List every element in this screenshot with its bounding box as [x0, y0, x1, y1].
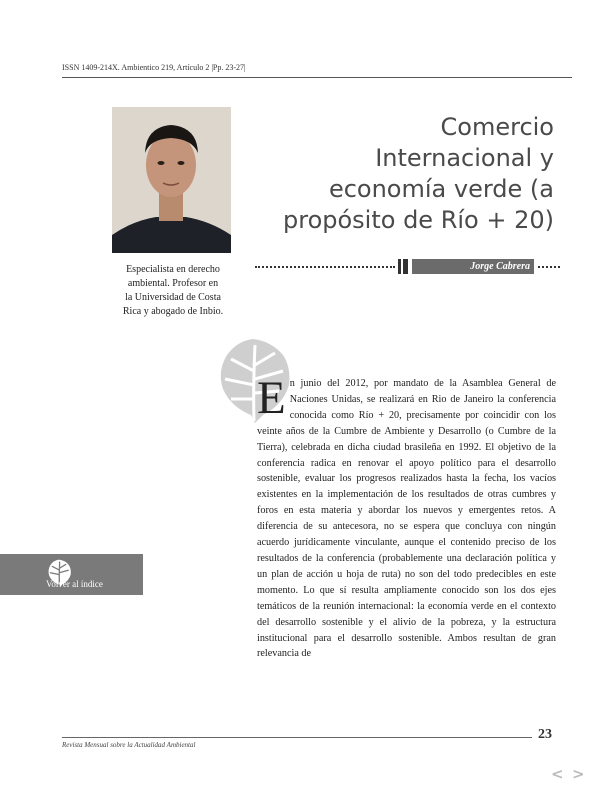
- author-dotted-rule-left: [255, 266, 395, 268]
- title-line: propósito de Río + 20): [283, 206, 554, 234]
- header-rule: [62, 77, 572, 78]
- next-page-icon[interactable]: >: [572, 765, 585, 783]
- author-photo: [112, 107, 231, 253]
- journal-name: Revista Mensual sobre la Actualidad Ambiental: [62, 741, 196, 749]
- title-line: Comercio: [440, 113, 554, 141]
- bio-line: Especialista en derecho: [126, 264, 220, 275]
- drop-cap: E: [257, 372, 286, 424]
- back-to-index-button[interactable]: [0, 554, 143, 595]
- title-line: economía verde (a: [328, 175, 554, 203]
- author-bio: [112, 263, 234, 319]
- back-to-index-label: Volver al índice: [46, 579, 103, 589]
- author-photo-illustration: [112, 107, 231, 253]
- author-name: Jorge Cabrera: [412, 259, 534, 274]
- title-line: Internacional y: [375, 144, 554, 172]
- article-body: [257, 372, 556, 662]
- previous-page-icon[interactable]: <: [551, 765, 564, 783]
- footer-rule: [62, 737, 532, 738]
- page-number: 23: [538, 727, 552, 742]
- author-dotted-rule-right: [538, 266, 560, 268]
- bio-line: Rica y abogado de Inbio.: [122, 306, 224, 317]
- author-bar-accent: [403, 259, 408, 274]
- author-bar-accent: [398, 259, 401, 274]
- article-title: [234, 112, 554, 236]
- body-paragraph: n junio del 2012, por mandato de la Asamblea General de Naciones Unidas, se realizará en Rio de Janeiro la conferencia conocida como Río + 20, precisamente por coincidir con los veinte años de la Cumbre de Ambiente y Desarrollo (o Cumbre de la Tierra), celebrada en dicha ciudad brasileña en 1992. El objetivo de la conferencia radica en renovar el apoyo político para el desarrollo sostenible, evaluar los progresos realizados hasta la fecha, los vacíos existentes en la implementación de los resultados de otras cumbres y foros en esta materia y abordar los nuevos y emergentes retos. A diferencia de su antecesora, no se espera que concluya con ningún acuerdo jurídicamente vinculante, aunque el contenido preciso de los resultados de la conferencia (probablemente una declaración política y un plan de acción u hoja de ruta) no son del todo predecibles en este momento. Lo que sí resulta ampliamente conocido son los dos ejes temáticos de la reunión internacional: la economía verde en el contexto del desarrollo sostenible y el alivio de la pobreza, y la estructura institucional para el desarrollo sostenible. Ambos resultan de gran relevancia de: [257, 378, 556, 660]
- bio-line: la Universidad de Costa: [125, 292, 221, 303]
- bio-line: ambiental. Profesor en: [127, 278, 219, 289]
- issn-citation: ISSN 1409-214X. Ambientico 219, Artículo 2 |Pp. 23-27|: [62, 63, 246, 72]
